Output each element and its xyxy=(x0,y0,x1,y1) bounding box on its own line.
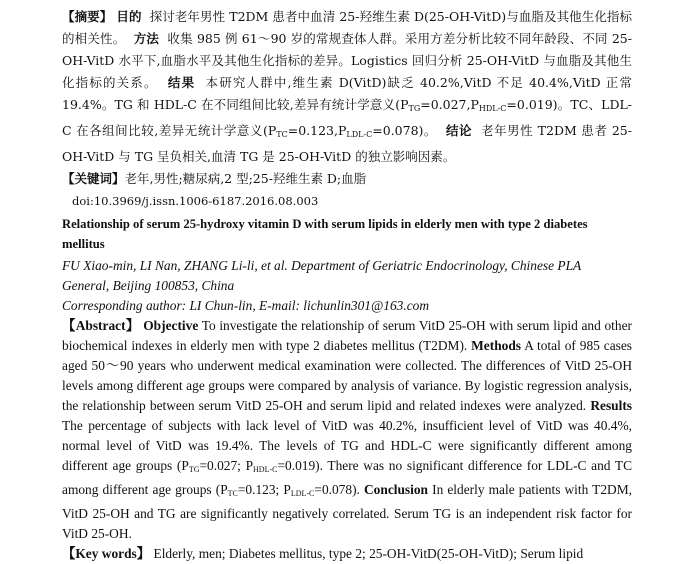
cn-objective-label: 目的 xyxy=(116,9,142,24)
en-authors-line1: FU Xiao-min, LI Nan, ZHANG Li-li, et al. Department of Geriatric Endocrinology, Chinese PLA xyxy=(62,258,582,273)
en-results-label: Results xyxy=(590,398,632,413)
en-corresponding: Corresponding author: LI Chun-lin, E-mail: lichunlin301@163.com xyxy=(62,298,430,313)
cn-keywords-label: 【关键词】 xyxy=(62,171,125,186)
cn-keywords xyxy=(62,168,632,190)
en-keywords-text: Elderly, men; Diabetes mellitus, type 2; 25-OH-VitD(25-OH-VitD); Serum lipid xyxy=(153,546,584,561)
en-abstract-label: 【Abstract】 xyxy=(62,318,140,333)
cn-abstract-label: 【摘要】 xyxy=(62,9,113,24)
en-keywords-label: 【Key words】 xyxy=(62,546,151,561)
en-conclusion-label: Conclusion xyxy=(364,482,428,497)
cn-methods-text: 收集 985 例 61～90 岁的常规查体人群。采用方差分析比较不同年龄段、不同 25-OH-VitD 水平下,血脂水平及其他生化指标的差异。Logistics 回归分析 25-OH-VitD 与血脂及其他生化指标的关系。 xyxy=(62,31,632,90)
cn-keywords-text: 老年,男性;糖尿病,2 型;25-羟维生素 D;血脂 xyxy=(124,171,367,186)
cn-conclusion-label: 结论 xyxy=(445,123,473,138)
en-conclusion-text: In elderly male patients with T2DM, VitD 25-OH and TG are significantly negatively correlated. Serum TG is an independent risk factor for VitD 25-OH. xyxy=(62,482,632,541)
en-keywords xyxy=(62,544,632,564)
cn-results-text: 本研究人群中,维生素 D(VitD)缺乏 40.2%,VitD 不足 40.4%,VitD 正常 19.4%。TG 和 HDL-C 在不同组间比较,差异有统计学意义$(P_{TG}=0.027,P_{HDL-C}=0.019)$。TC、LDL-C 在各组间比较,差异无统计学意义$(P_{TC}=0.123,P_{LDL-C}=0.078)$。 xyxy=(62,75,632,139)
cn-conclusion-text: 老年男性 T2DM 患者 25-OH-VitD 与 TG 呈负相关,血清 TG 是 25-OH-VitD 的独立影响因素。 xyxy=(62,123,632,164)
cn-objective-text: 探讨老年男性 T2DM 患者中血清 25-羟维生素 D(25-OH-VitD)与血脂及其他生化指标的相关性。 xyxy=(62,9,632,46)
en-methods-label: Methods xyxy=(471,338,522,353)
cn-abstract xyxy=(62,6,632,212)
en-results-text: The percentage of subjects with lack level of VitD was 40.2%, insufficient level of VitD was 40.4%, normal level of VitD was 19.4%. The levels of TG and HDL-C were significantly different among different age groups ($P_{TG}=0.027$; $P_{HDL-C}=0.019$). There was no significant difference for LDL-C and TC among different age groups ($P_{TC}=0.123$; $P_{LDL-C}=0.078$). xyxy=(62,418,633,498)
en-title: Relationship of serum 25-hydroxy vitamin D with serum lipids in elderly men with type 2 diabetes mellitus xyxy=(62,217,588,251)
en-authors-line2: General, Beijing 100853, China xyxy=(62,278,235,293)
doi: doi:10.3969/j.issn.1006-6187.2016.08.003 xyxy=(72,194,319,208)
en-abstract-paragraph xyxy=(62,316,632,544)
en-objective-label: Objective xyxy=(143,318,199,333)
en-methods-text: A total of 985 cases aged 50～90 years who underwent medical examination were collected. The differences of VitD 25-OH levels among different age groups were compared by analysis of variance. By logistic regression analysis, the relationship between serum VitD 25-OH and serum lipid and related indexes were analyzed. xyxy=(62,338,633,413)
en-objective-text: To investigate the relationship of serum VitD 25-OH with serum lipid and other biochemical indexes in elderly men with type 2 diabetes mellitus (T2DM). xyxy=(62,318,632,353)
cn-abstract-paragraph xyxy=(62,6,632,168)
en-section xyxy=(62,214,632,564)
cn-methods-label: 方法 xyxy=(133,31,160,46)
cn-results-label: 结果 xyxy=(167,75,196,90)
